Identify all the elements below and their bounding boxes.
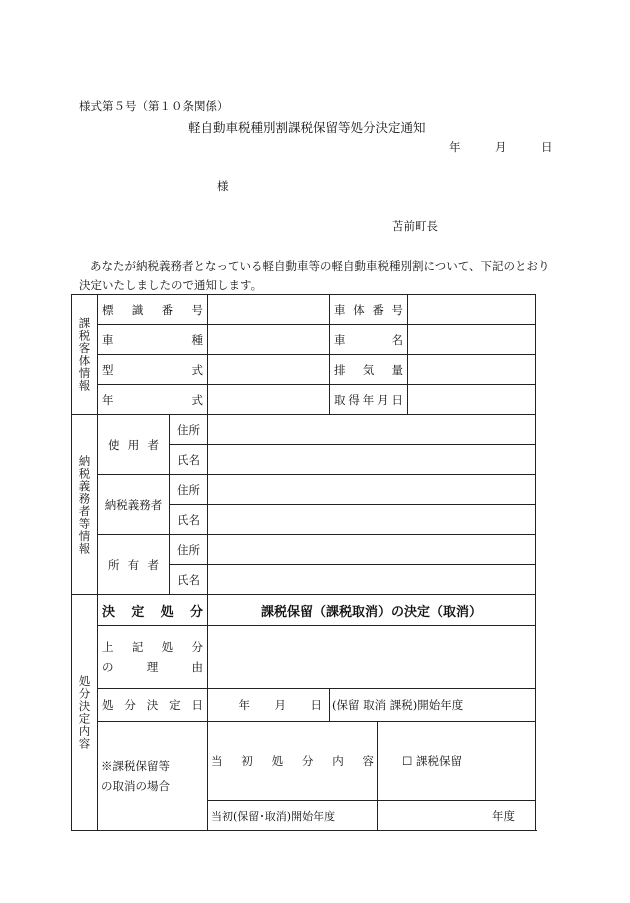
decision-section-label: 処分決定内容 [72,595,98,831]
acquisition-date-field[interactable] [408,385,536,415]
decision-date-month: 月 [274,698,286,712]
vehicle-name-field[interactable] [408,325,536,355]
cancel-note-line2: の取消の場合 [101,779,170,793]
owner-name-label: 氏名 [170,565,208,595]
user-name-label: 氏名 [170,445,208,475]
decision-form-table [71,294,536,831]
owner-address-label: 住所 [170,535,208,565]
owner-address-field[interactable] [208,535,536,565]
issuer: 苫前町長 [392,219,438,233]
decision-date-field[interactable] [208,689,330,722]
vehicle-name-label: 車名 [330,325,408,355]
cancel-note [98,722,208,831]
original-content-label: 当初処分内容 [208,722,378,801]
reason-field[interactable] [208,626,536,689]
body-number-field[interactable] [408,295,536,325]
taxpayer-address-label: 住所 [170,475,208,505]
body-text-line1: あなたが納税義務者となっている軽自動車等の軽自動車税種別割について、下記のとおり [90,259,550,273]
decision-label: 決定処分 [98,595,208,626]
acquisition-date-label: 取得年月日 [330,385,408,415]
decision-date-year: 年 [238,698,250,712]
decision-date-day: 日 [310,698,322,712]
displacement-label: 排気量 [330,355,408,385]
taxpayer-label: 納税義務者 [98,475,170,535]
decision-value: 課税保留（課税取消）の決定（取消） [208,595,536,626]
user-label: 使用者 [98,415,170,475]
owner-label: 所有者 [98,535,170,595]
start-year-label: (保留 取消 課税)開始年度 [330,689,536,722]
reason-label-line2: の理由 [102,660,203,674]
user-name-field[interactable] [208,445,536,475]
taxpayer-name-label: 氏名 [170,505,208,535]
plate-number-label: 標識番号 [98,295,208,325]
body-text-line2: 決定いたしましたので通知します。 [79,278,263,292]
decision-date-label: 処分決定日 [98,689,208,722]
original-start-label: 当初(保留･取消)開始年度 [208,801,378,831]
addressee-suffix: 様 [217,179,229,193]
model-year-label: 年式 [98,385,208,415]
date-month: 月 [495,140,507,154]
plate-number-field[interactable] [208,295,330,325]
user-address-label: 住所 [170,415,208,445]
model-label: 型式 [98,355,208,385]
option-hold-checkbox[interactable]: ☐ 課税保留 [378,722,536,801]
owner-name-field[interactable] [208,565,536,595]
vehicle-type-field[interactable] [208,325,330,355]
taxpayer-section-label: 納税義務者等情報 [72,415,98,595]
vehicle-section-label: 課税客体情報 [72,295,98,415]
date-day: 日 [541,140,553,154]
reason-label [98,626,208,689]
document-title: 軽自動車税種別割課税保留等処分決定通知 [188,120,426,135]
vehicle-type-label: 車種 [98,325,208,355]
original-start-field[interactable]: 年度 [378,801,536,831]
model-field[interactable] [208,355,330,385]
displacement-field[interactable] [408,355,536,385]
model-year-field[interactable] [208,385,330,415]
taxpayer-name-field[interactable] [208,505,536,535]
user-address-field[interactable] [208,415,536,445]
date-year: 年 [449,140,461,154]
body-number-label: 車体番号 [330,295,408,325]
cancel-note-line1: ※課税保留等 [101,759,170,773]
reason-label-line1: 上記処分 [102,640,203,654]
taxpayer-address-field[interactable] [208,475,536,505]
form-number: 様式第５号（第１０条関係） [79,99,229,113]
